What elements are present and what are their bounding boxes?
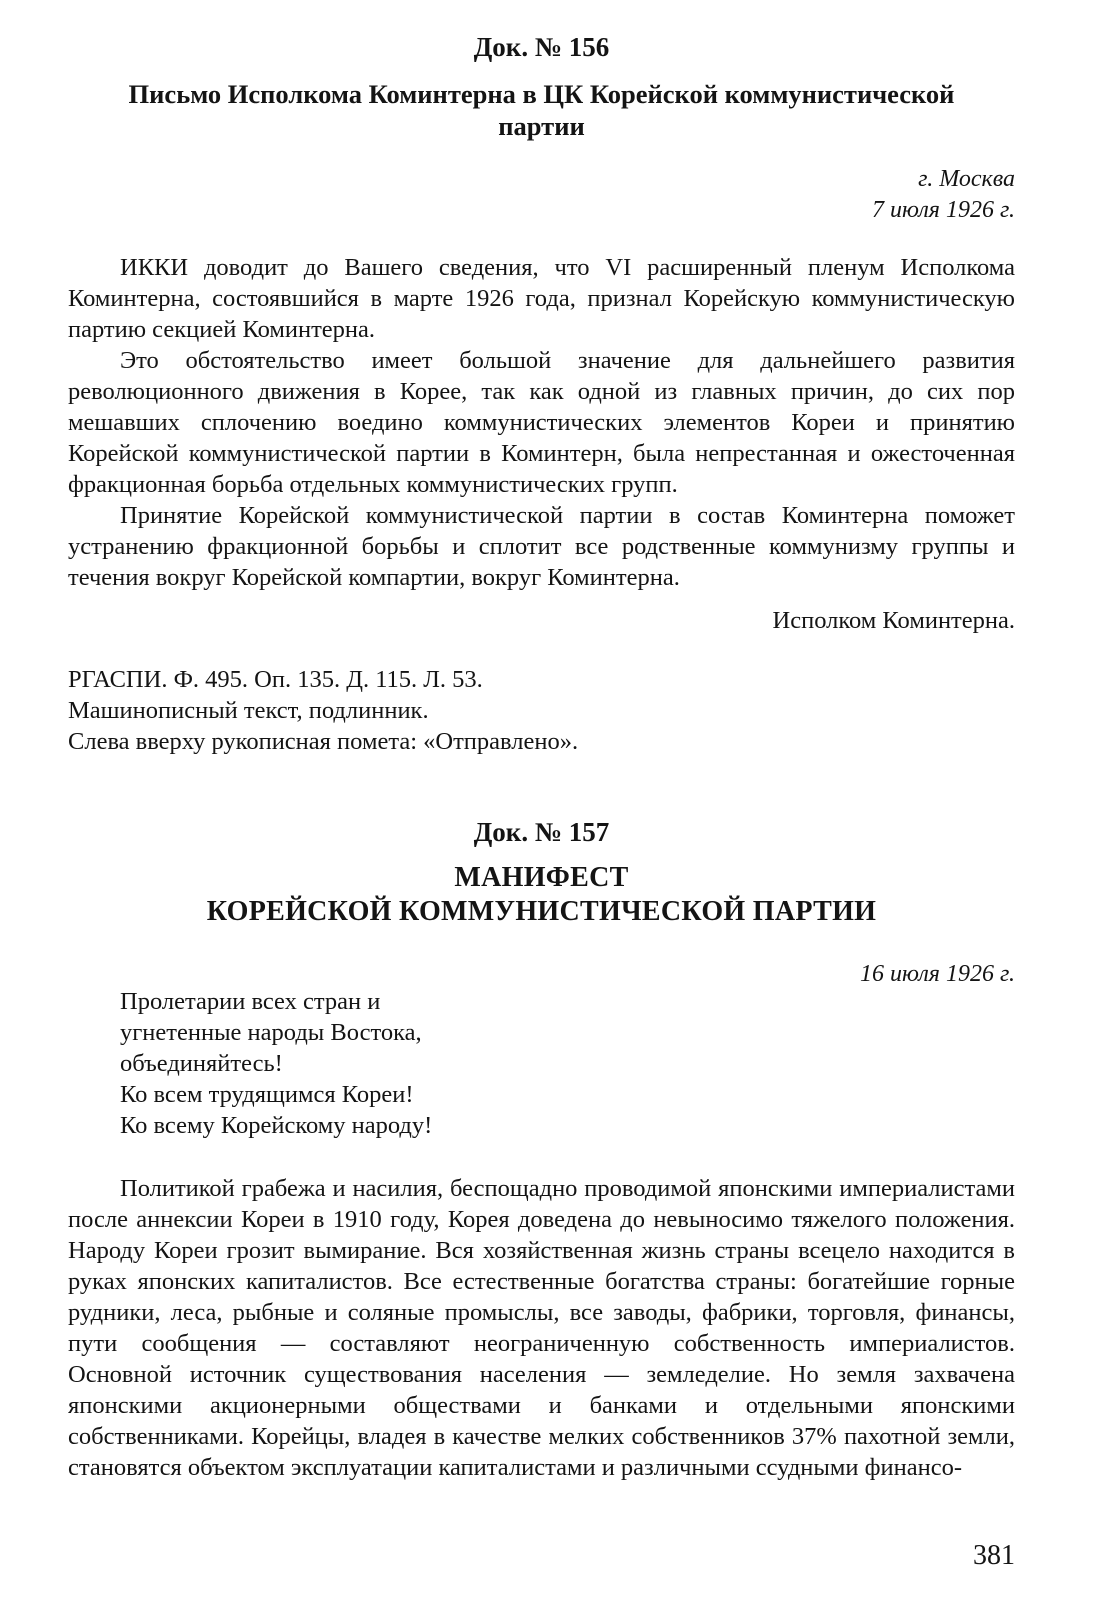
doc-156-signature: Исполком Коминтерна.: [772, 607, 1015, 634]
doc-156-place-date: [68, 164, 1015, 226]
doc-156-paragraph: Это обстоятельство имеет большой значение для дальнейшего развития революционного движения в Корее, так как одной из главных причин, до сих пор мешавших сплочению воедино коммунистических элементов Кореи и принятию Корейской коммунистической партии в Коминтерн, была непрестанная и ожесточенная фракционная борьба отдельных коммунистических групп.: [68, 347, 1015, 498]
slogan-line: угнетенные народы Востока,: [120, 1019, 422, 1046]
slogan-line: Пролетарии всех стран и: [120, 988, 381, 1015]
doc-156-paragraph: Принятие Корейской коммунистической партии в состав Коминтерна поможет устранению фракционной борьбы и сплотит все родственные коммунизму группы и течения вокруг Корейской компартии, вокруг Коминтерна.: [68, 502, 1015, 591]
doc-156-archive-note: [68, 664, 1015, 757]
slogan-line: объединяйтесь!: [120, 1050, 283, 1077]
doc-156-date: 7 июля 1926 г.: [872, 197, 1015, 223]
archive-reference: Машинописный текст, подлинник.: [68, 697, 429, 724]
slogan-line: Ко всему Корейскому народу!: [120, 1112, 433, 1139]
doc-157-slogans: [68, 986, 1015, 1141]
doc-157-title: [68, 861, 1015, 929]
doc-157-title-line2: КОРЕЙСКОЙ КОММУНИСТИЧЕСКОЙ ПАРТИИ: [206, 896, 877, 927]
doc-156-paragraph: ИККИ доводит до Вашего сведения, что VI расширенный пленум Исполкома Коминтерна, состоявшийся в марте 1926 года, признал Корейскую коммунистическую партию секцией Коминтерна.: [68, 254, 1015, 343]
doc-157-title-line1: МАНИФЕСТ: [454, 862, 629, 893]
doc-156-body: [68, 252, 1015, 593]
doc-156-title: [68, 78, 1015, 142]
doc-157-date: 16 июля 1926 г.: [860, 961, 1015, 987]
document-page: [68, 30, 1015, 1483]
archive-reference: Слева вверху рукописная помета: «Отправлено».: [68, 728, 579, 755]
page-number: 381: [973, 1540, 1015, 1571]
doc-156-place: г. Москва: [918, 166, 1015, 192]
doc-156-title-line1: Письмо Исполкома Коминтерна в ЦК Корейской коммунистической: [128, 79, 955, 109]
doc-156-title-line2: партии: [498, 111, 585, 141]
doc-156-number: Док. № 156: [473, 32, 610, 62]
doc-157-paragraph: Политикой грабежа и насилия, беспощадно проводимой японскими империалистами после аннексии Кореи в 1910 году, Корея доведена до невыносимо тяжелого положения. Народу Кореи грозит вымирание. Вся хозяйственная жизнь страны всецело находится в руках японских капиталистов. Все естественные богатства страны: богатейшие горные рудники, леса, рыбные и соляные промыслы, все заводы, фабрики, торговля, финансы, пути сообщения — составляют неограниченную собственность империалистов. Основной источник существования населения — земледелие. Но земля захвачена японскими акционерными обществами и банками и отдельными японскими собственниками. Корейцы, владея в качестве мелких собственников 37% пахотной земли, становятся объектом эксплуатации капиталистами и различными ссудными финансо-: [68, 1175, 1015, 1481]
slogan-line: Ко всем трудящимся Кореи!: [120, 1081, 414, 1108]
doc-157-number: Док. № 157: [473, 817, 610, 847]
archive-reference: РГАСПИ. Ф. 495. Оп. 135. Д. 115. Л. 53.: [68, 666, 483, 693]
